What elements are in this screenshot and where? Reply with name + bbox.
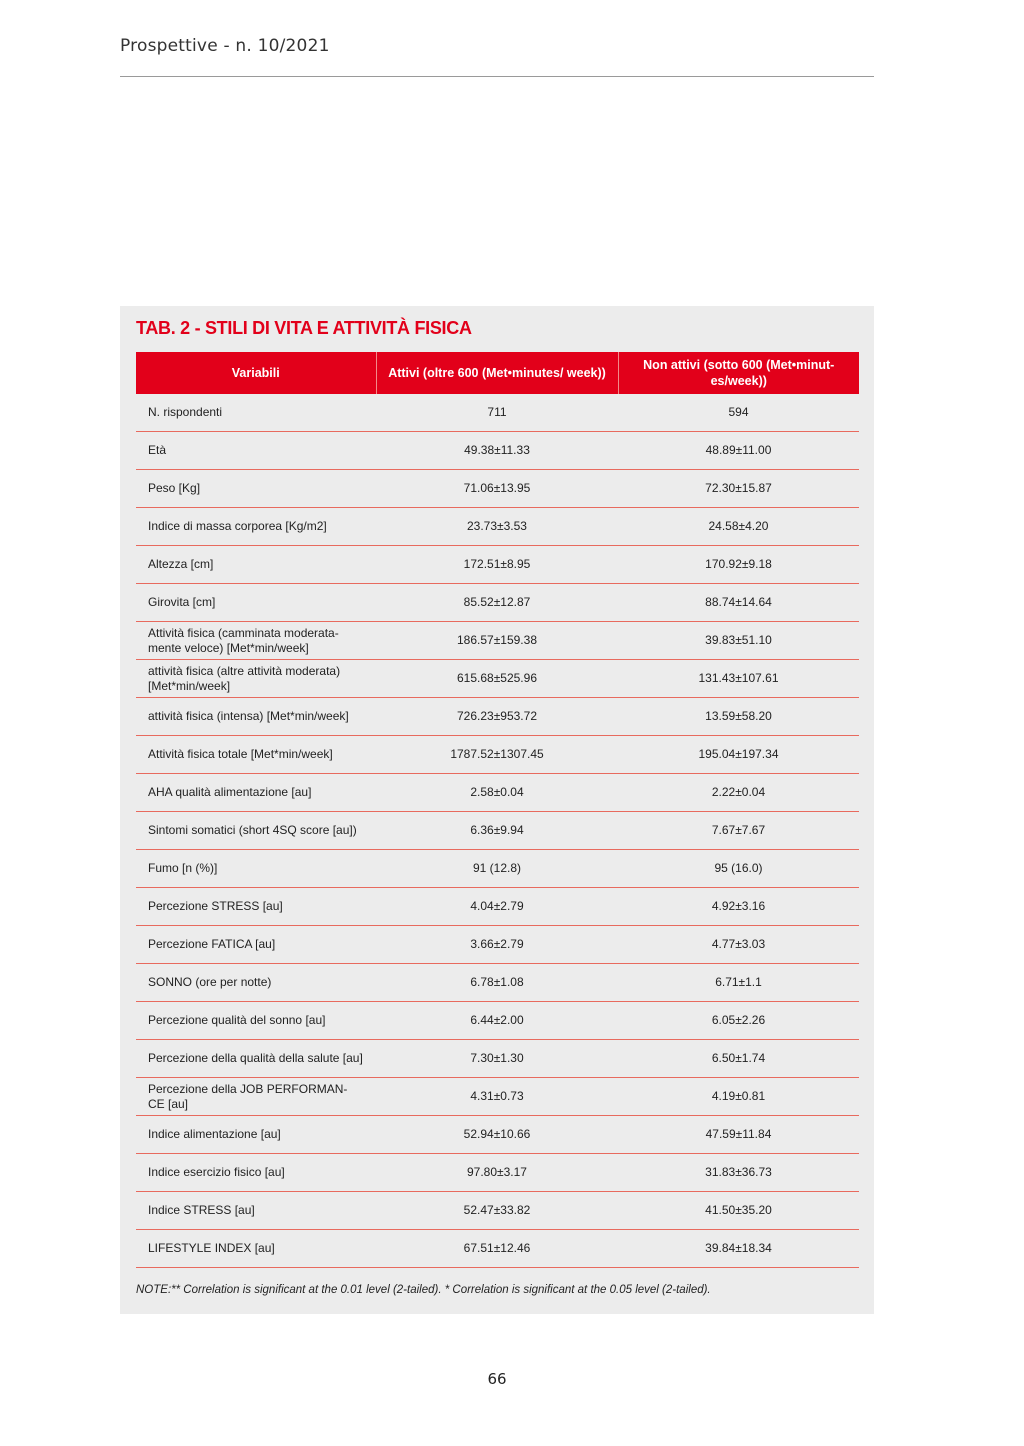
- table-row: [136, 1002, 859, 1040]
- cell-non-attivi: 24.58±4.20: [618, 508, 859, 546]
- cell-attivi: 97.80±3.17: [376, 1154, 618, 1192]
- table-row: [136, 888, 859, 926]
- cell-attivi: 186.57±159.38: [376, 622, 618, 660]
- column-header-variabili: Variabili: [136, 352, 376, 394]
- cell-non-attivi: 95 (16.0): [618, 850, 859, 888]
- cell-attivi: 91 (12.8): [376, 850, 618, 888]
- cell-attivi: 3.66±2.79: [376, 926, 618, 964]
- cell-non-attivi: 48.89±11.00: [618, 432, 859, 470]
- cell-variable: Percezione STRESS [au]: [136, 888, 376, 926]
- cell-attivi: 6.36±9.94: [376, 812, 618, 850]
- table-row: [136, 1154, 859, 1192]
- table-row: [136, 964, 859, 1002]
- cell-variable: Percezione FATICA [au]: [136, 926, 376, 964]
- table-row: [136, 394, 859, 432]
- cell-variable: Sintomi somatici (short 4SQ score [au]): [136, 812, 376, 850]
- cell-non-attivi: 195.04±197.34: [618, 736, 859, 774]
- cell-variable: Indice esercizio fisico [au]: [136, 1154, 376, 1192]
- table-row: [136, 926, 859, 964]
- cell-variable: Età: [136, 432, 376, 470]
- table-row: [136, 470, 859, 508]
- cell-non-attivi: 2.22±0.04: [618, 774, 859, 812]
- column-header-attivi: Attivi (oltre 600 (Met•minutes/ week)): [376, 352, 618, 394]
- cell-attivi: 726.23±953.72: [376, 698, 618, 736]
- cell-variable: Attività fisica (camminata moderata- mente veloce) [Met*min/week]: [136, 622, 376, 660]
- cell-attivi: 67.51±12.46: [376, 1230, 618, 1268]
- table-note: NOTE:** Correlation is significant at the 0.01 level (2-tailed). * Correlation is significant at the 0.05 level (2-tailed).: [136, 1284, 711, 1296]
- cell-non-attivi: 594: [618, 394, 859, 432]
- cell-variable: LIFESTYLE INDEX [au]: [136, 1230, 376, 1268]
- cell-non-attivi: 170.92±9.18: [618, 546, 859, 584]
- cell-attivi: 23.73±3.53: [376, 508, 618, 546]
- table-row: [136, 1116, 859, 1154]
- cell-attivi: 6.78±1.08: [376, 964, 618, 1002]
- cell-non-attivi: 6.05±2.26: [618, 1002, 859, 1040]
- cell-variable: Percezione qualità del sonno [au]: [136, 1002, 376, 1040]
- cell-attivi: 2.58±0.04: [376, 774, 618, 812]
- table-row: [136, 432, 859, 470]
- cell-non-attivi: 6.71±1.1: [618, 964, 859, 1002]
- cell-attivi: 4.31±0.73: [376, 1078, 618, 1116]
- cell-non-attivi: 4.19±0.81: [618, 1078, 859, 1116]
- cell-attivi: 85.52±12.87: [376, 584, 618, 622]
- cell-non-attivi: 39.84±18.34: [618, 1230, 859, 1268]
- table-row: [136, 1040, 859, 1078]
- table-row: [136, 736, 859, 774]
- cell-attivi: 615.68±525.96: [376, 660, 618, 698]
- table-row: [136, 622, 859, 660]
- cell-non-attivi: 39.83±51.10: [618, 622, 859, 660]
- table-row: [136, 1192, 859, 1230]
- table-row: [136, 584, 859, 622]
- table-row: [136, 850, 859, 888]
- cell-non-attivi: 31.83±36.73: [618, 1154, 859, 1192]
- cell-variable: Peso [Kg]: [136, 470, 376, 508]
- table-row: [136, 1230, 859, 1268]
- table-row: [136, 698, 859, 736]
- table-row: [136, 774, 859, 812]
- page-number: 66: [487, 1370, 507, 1388]
- cell-non-attivi: 88.74±14.64: [618, 584, 859, 622]
- cell-variable: Indice di massa corporea [Kg/m2]: [136, 508, 376, 546]
- cell-attivi: 172.51±8.95: [376, 546, 618, 584]
- cell-attivi: 49.38±11.33: [376, 432, 618, 470]
- lifestyle-table: [136, 352, 859, 1268]
- cell-non-attivi: 4.77±3.03: [618, 926, 859, 964]
- cell-variable: AHA qualità alimentazione [au]: [136, 774, 376, 812]
- table-header-row: [136, 352, 859, 394]
- table-row: [136, 660, 859, 698]
- column-header-non-attivi: Non attivi (sotto 600 (Met•minut- es/week)): [618, 352, 859, 394]
- cell-variable: attività fisica (intensa) [Met*min/week]: [136, 698, 376, 736]
- cell-attivi: 52.47±33.82: [376, 1192, 618, 1230]
- cell-non-attivi: 6.50±1.74: [618, 1040, 859, 1078]
- cell-non-attivi: 72.30±15.87: [618, 470, 859, 508]
- cell-variable: Fumo [n (%)]: [136, 850, 376, 888]
- table-row: [136, 508, 859, 546]
- cell-attivi: 7.30±1.30: [376, 1040, 618, 1078]
- running-head: Prospettive - n. 10/2021: [120, 36, 330, 56]
- table-row: [136, 812, 859, 850]
- cell-non-attivi: 41.50±35.20: [618, 1192, 859, 1230]
- cell-non-attivi: 131.43±107.61: [618, 660, 859, 698]
- cell-non-attivi: 4.92±3.16: [618, 888, 859, 926]
- cell-attivi: 711: [376, 394, 618, 432]
- cell-variable: attività fisica (altre attività moderata) [Met*min/week]: [136, 660, 376, 698]
- cell-non-attivi: 13.59±58.20: [618, 698, 859, 736]
- cell-attivi: 1787.52±1307.45: [376, 736, 618, 774]
- cell-variable: Girovita [cm]: [136, 584, 376, 622]
- cell-variable: Percezione della JOB PERFORMAN- CE [au]: [136, 1078, 376, 1116]
- cell-variable: SONNO (ore per notte): [136, 964, 376, 1002]
- cell-variable: Altezza [cm]: [136, 546, 376, 584]
- cell-non-attivi: 7.67±7.67: [618, 812, 859, 850]
- cell-attivi: 52.94±10.66: [376, 1116, 618, 1154]
- cell-non-attivi: 47.59±11.84: [618, 1116, 859, 1154]
- table-row: [136, 1078, 859, 1116]
- cell-variable: Indice alimentazione [au]: [136, 1116, 376, 1154]
- table-row: [136, 546, 859, 584]
- cell-attivi: 6.44±2.00: [376, 1002, 618, 1040]
- table-container: [120, 306, 874, 1314]
- table-title: TAB. 2 - STILI DI VITA E ATTIVITÀ FISICA: [136, 318, 472, 338]
- cell-variable: Attività fisica totale [Met*min/week]: [136, 736, 376, 774]
- cell-attivi: 4.04±2.79: [376, 888, 618, 926]
- cell-variable: Indice STRESS [au]: [136, 1192, 376, 1230]
- header-divider: [120, 76, 874, 77]
- cell-variable: N. rispondenti: [136, 394, 376, 432]
- cell-attivi: 71.06±13.95: [376, 470, 618, 508]
- cell-variable: Percezione della qualità della salute [au]: [136, 1040, 376, 1078]
